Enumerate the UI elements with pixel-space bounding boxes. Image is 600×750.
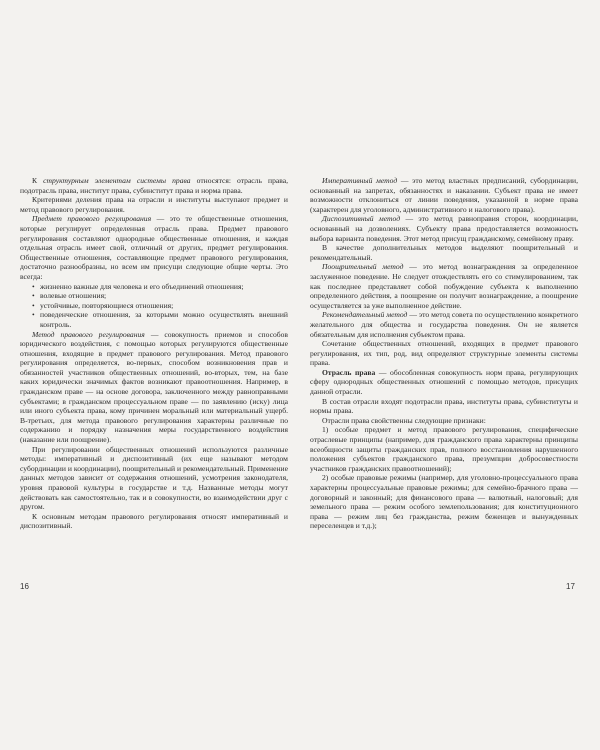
term-recommendation-method: Рекомендательный метод <box>322 310 408 320</box>
right-paragraph-1: Императивный метод — это метод властных предписаний, субординации, основанный на запретах, обязанностях и наказании. Субъект права не имеет возможности отклониться от линии поведения, указанной в норме права (характерен для уголовного, административного и налогового права). <box>310 176 578 214</box>
term-branch-of-law: Отрасль права <box>322 367 376 377</box>
left-paragraph-6: К основным методам правового регулирования относят императивный и диспозитивный. <box>20 511 288 531</box>
right-paragraph-10: 1) особые предмет и метод правового регулирования, специфические отраслевые принципы (например, для гражданского права характерны принципы всеобщности защиты гражданских прав, полного восстановления нарушенного положения субъектов гражданского права, презумпции добросовестности участников гражданских правоотношений); <box>310 425 578 473</box>
right-paragraph-3: В качестве дополнительных методов выделяют поощрительный и рекомендательный. <box>310 243 578 262</box>
left-paragraph-3: Предмет правового регулирования — это те общественные отношения, которые регулирует определенная отрасль права. Предмет правового регулирования составляют однородные общественные отношения, и каждая отдельная отрасль имеет свой, отличный от других, предмет регулирования. Общественные отношения, составляющие предмет правового регулирования, достаточно разнообразны, но всем им присущи следующие общие черты. Это всегда: <box>20 214 288 281</box>
page-number-right: 17 <box>566 582 575 591</box>
right-paragraph-9: Отрасли права свойственны следующие признаки: <box>322 415 486 425</box>
left-paragraph-5: При регулировании общественных отношений используются различные методы: императивный и диспозитивный (их еще называют методом субординации и координации), поощрительный и рекомендательный. Применение данных методов зависит от содержания отношений, усмотрения законодателя, уровня правовой культуры в государстве и т.д. Названные методы могут действовать как самостоятельно, так и в совокупности, во взаимодействии друг с другом. <box>20 444 288 512</box>
right-paragraph-5: Рекомендательный метод — это метод совета по осуществлению конкретного желательного для общества и государства поведения. Он не является обязательным для исполнения субъектом права. <box>310 310 578 339</box>
list-item: • волевые отношения; <box>32 291 288 301</box>
list-item: • жизненно важные для человека и его объединений отношения; <box>32 282 288 292</box>
term-dispositive-method: Диспозитивный метод <box>322 214 401 224</box>
term-method-regulation: Метод правового регулирования <box>32 329 145 339</box>
list-item: • устойчивые, повторяющиеся отношения; <box>32 301 288 311</box>
term-incentive-method: Поощрительный метод <box>322 262 404 272</box>
left-paragraph-2: Критериями деления права на отрасли и институты выступают предмет и метод правового регулирования. <box>20 195 288 214</box>
list-item: • поведенческие отношения, за которыми можно осуществлять внешний контроль. <box>32 310 288 329</box>
right-paragraph-7: Отрасль права — обособленная совокупность норм права, регулирующих сферу однородных общественных отношений с помощью методов, присущих данной отрасли. <box>310 367 578 397</box>
left-paragraph-4: Метод правового регулирования — совокупность приемов и способов юридического воздействия, с помощью которых регулируются общественные отношения, входящие в предмет правового регулирования. Метод правового регулирования определяется, во-первых, способом возникновения прав и обязанностей участников общественных отношений, во-вторых, тем, на базе каких юридически значимых фактов возникают правоотношения. Например, в гражданском праве — на основе договора, заключенного между равноправными субъектами; в гражданском процессуальном праве — по заявлению (иску) лица или иного субъекта права, кому причинен моральный или материальный ущерб. В-третьих, для метода правового регулирования характерны различные по содержанию и порядку назначения меры государственного воздействия (наказание или поощрение). <box>20 329 289 445</box>
right-paragraph-11: 2) особые правовые режимы (например, для уголовно-процессуального права характерны процессуальные правовые режимы; для семейно-брачного права — договорный и законный; для финансового права — валютный, налоговый; для земельного права — режим особого землепользования; для конституционного права — режим лиц без гражданства, режим беженцев и вынужденных переселенцев и т.д.); <box>310 473 578 531</box>
left-page <box>20 176 288 531</box>
right-paragraph-4: Поощрительный метод — это метод вознаграждения за определенное заслуженное поведение. Не следует отождествлять его со стимулированием, так как последнее представляет собой побуждение субъекта к выполнению определенного действия, а поощрение он получит вознаграждение, а поощрение осуществляется за уже выполненное действие. <box>310 262 578 310</box>
left-paragraph-1: К структурным элементам системы права относятся: отрасль права, подотрасль права, институт права, субинститут права и норма права. <box>20 176 288 195</box>
term-imperative-method: Императивный метод <box>322 176 398 185</box>
right-paragraph-6: Сочетание общественных отношений, входящих в предмет правового регулирования, их тип, род, вид определяют структурные элементы системы права. <box>310 339 578 368</box>
right-paragraph-8: В состав отрасли входят подотрасли права, институты права, субинституты и нормы права. <box>310 396 578 416</box>
term-structural-elements: структурным элементам системы права <box>43 176 191 185</box>
right-page <box>310 176 578 531</box>
features-list <box>20 282 288 330</box>
term-subject-regulation: Предмет правового регулирования <box>32 214 152 224</box>
page-number-left: 16 <box>20 582 29 591</box>
right-paragraph-2: Диспозитивный метод — это метод равноправия сторон, координации, основанный на дозволениях. Субъекту права предоставляется возможность выбора варианта поведения. Этот метод присущ гражданскому, семейному праву. <box>310 214 578 243</box>
